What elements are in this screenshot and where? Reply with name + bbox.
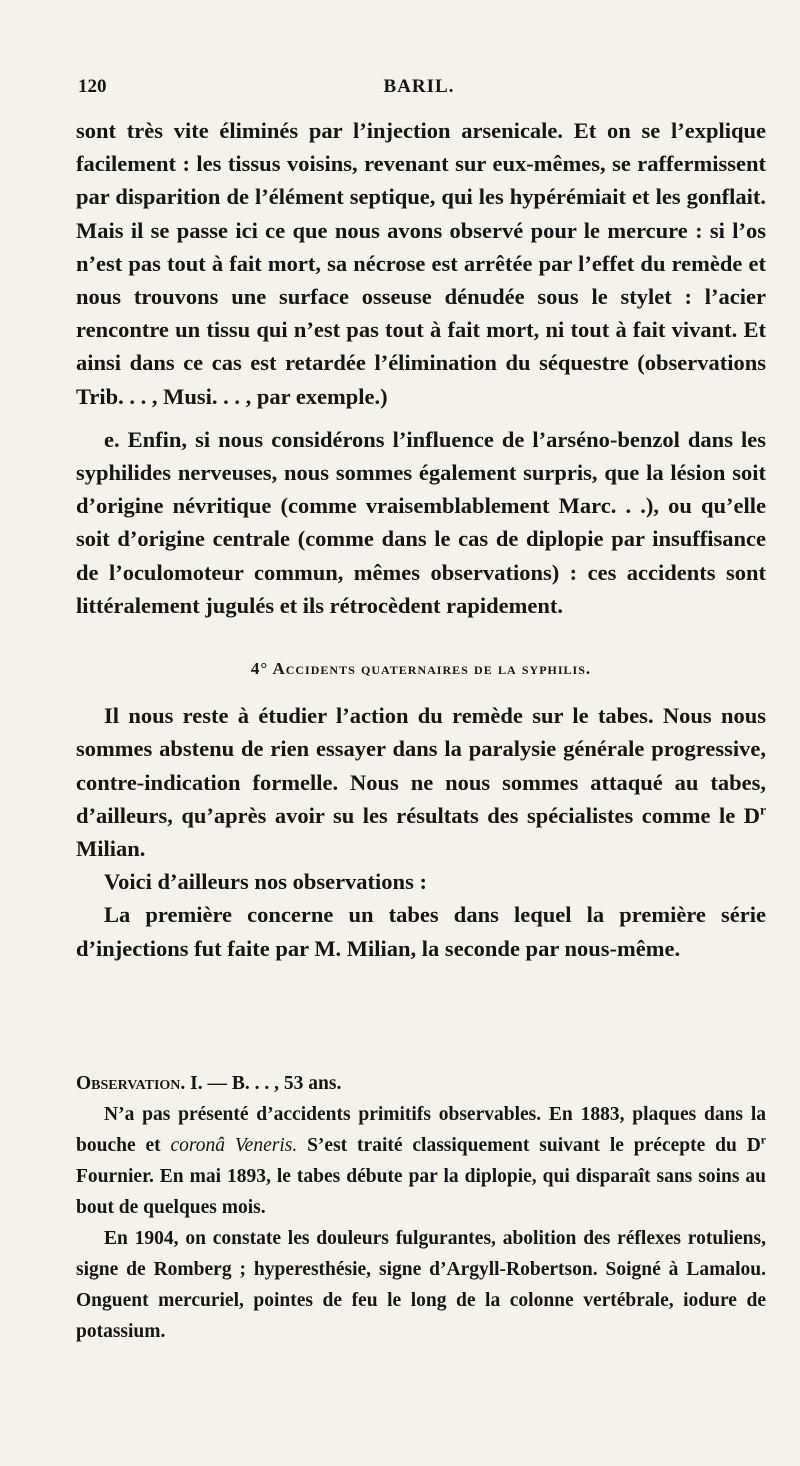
paragraph: Voici d’ailleurs nos observations : [104,869,427,895]
superscript: r [760,802,766,818]
paragraph: La première concerne un tabes dans lequel la première série d’injections fut faite par M. Milian, la seconde par nous-même. [76,902,766,961]
observation-title-text: I. — B. . . , 53 ans. [185,1073,342,1094]
paragraph: e. Enfin, si nous considérons l’influence de l’arséno-benzol dans les syphilides nerveuses, nous sommes également surpris, que la lésion soit d’origine névritique (comme vraisemblablement Marc. . .), ou qu’elle soit d’origine centrale (comme dans le cas de diplopie par insuffisance de l’oculomoteur commun, mêmes observations) : ces accidents sont littéralement jugulés et ils rétrocèdent rapidement. [76,426,766,618]
observation-text: N’a pas présenté d’accidents primitifs observables. En 1883, plaques dans la bouche et [76,1104,766,1156]
observation-label: Observation. [76,1073,186,1094]
paragraph [76,699,766,865]
paragraph-text: Milian. [76,836,146,862]
observation-paragraph: En 1904, on constate les douleurs fulgurantes, abolition des réflexes rotuliens, signe de Romberg ; hyperesthésie, signe d’Argyll-Robertson. Soigné à Lamalou. Onguent mercuriel, pointes de feu le long de la colonne vertébrale, iodure de potassium. [76,1228,766,1342]
running-header [78,76,760,106]
section-title-text: Accidents quaternaires de la syphilis. [272,659,592,679]
running-title: BARIL. [383,76,455,97]
italic-text: coronâ Veneris. [170,1135,298,1156]
observation-paragraph [76,1099,766,1223]
paragraph-text: Il nous reste à étudier l’action du remède sur le tabes. Nous nous sommes abstenu de rien essayer dans la paralysie générale progressive, contre-indication formelle. Nous ne nous sommes attaqué au tabes, d’ailleurs, qu’après avoir su les résultats des spécialistes comme le D [76,703,766,828]
page-number: 120 [78,76,107,97]
paragraph: sont très vite éliminés par l’injection arsenicale. Et on se l’explique facilement : les tissus voisins, revenant sur eux-mêmes, se raffermissent par disparition de l’élément septique, qui les hypérémiait et les gonflait. Mais il se passe ici ce que nous avons observé pour le mercure : si l’os n’est pas tout à fait mort, sa nécrose est arrêtée par l’effet du remède et nous trouvons une surface osseuse dénudée sous le stylet : l’acier rencontre un tissu qui n’est pas tout à fait mort, ni tout à fait vivant. Et ainsi dans ce cas est retardée l’élimination du séquestre (observations Trib. . . , Musi. . . , par exemple.) [76,118,766,409]
main-text [76,114,766,965]
observation-block [76,1068,766,1347]
observation-text: S’est traité classiquement suivant le précepte du D [297,1135,761,1156]
observation-text: Fournier. En mai 1893, le tabes débute par la diplopie, qui disparaît sans soins au bout de quelques mois. [76,1166,766,1218]
observation-title [76,1068,766,1099]
superscript: r [760,1133,766,1147]
section-heading [76,652,766,685]
section-number: 4° [250,659,269,679]
